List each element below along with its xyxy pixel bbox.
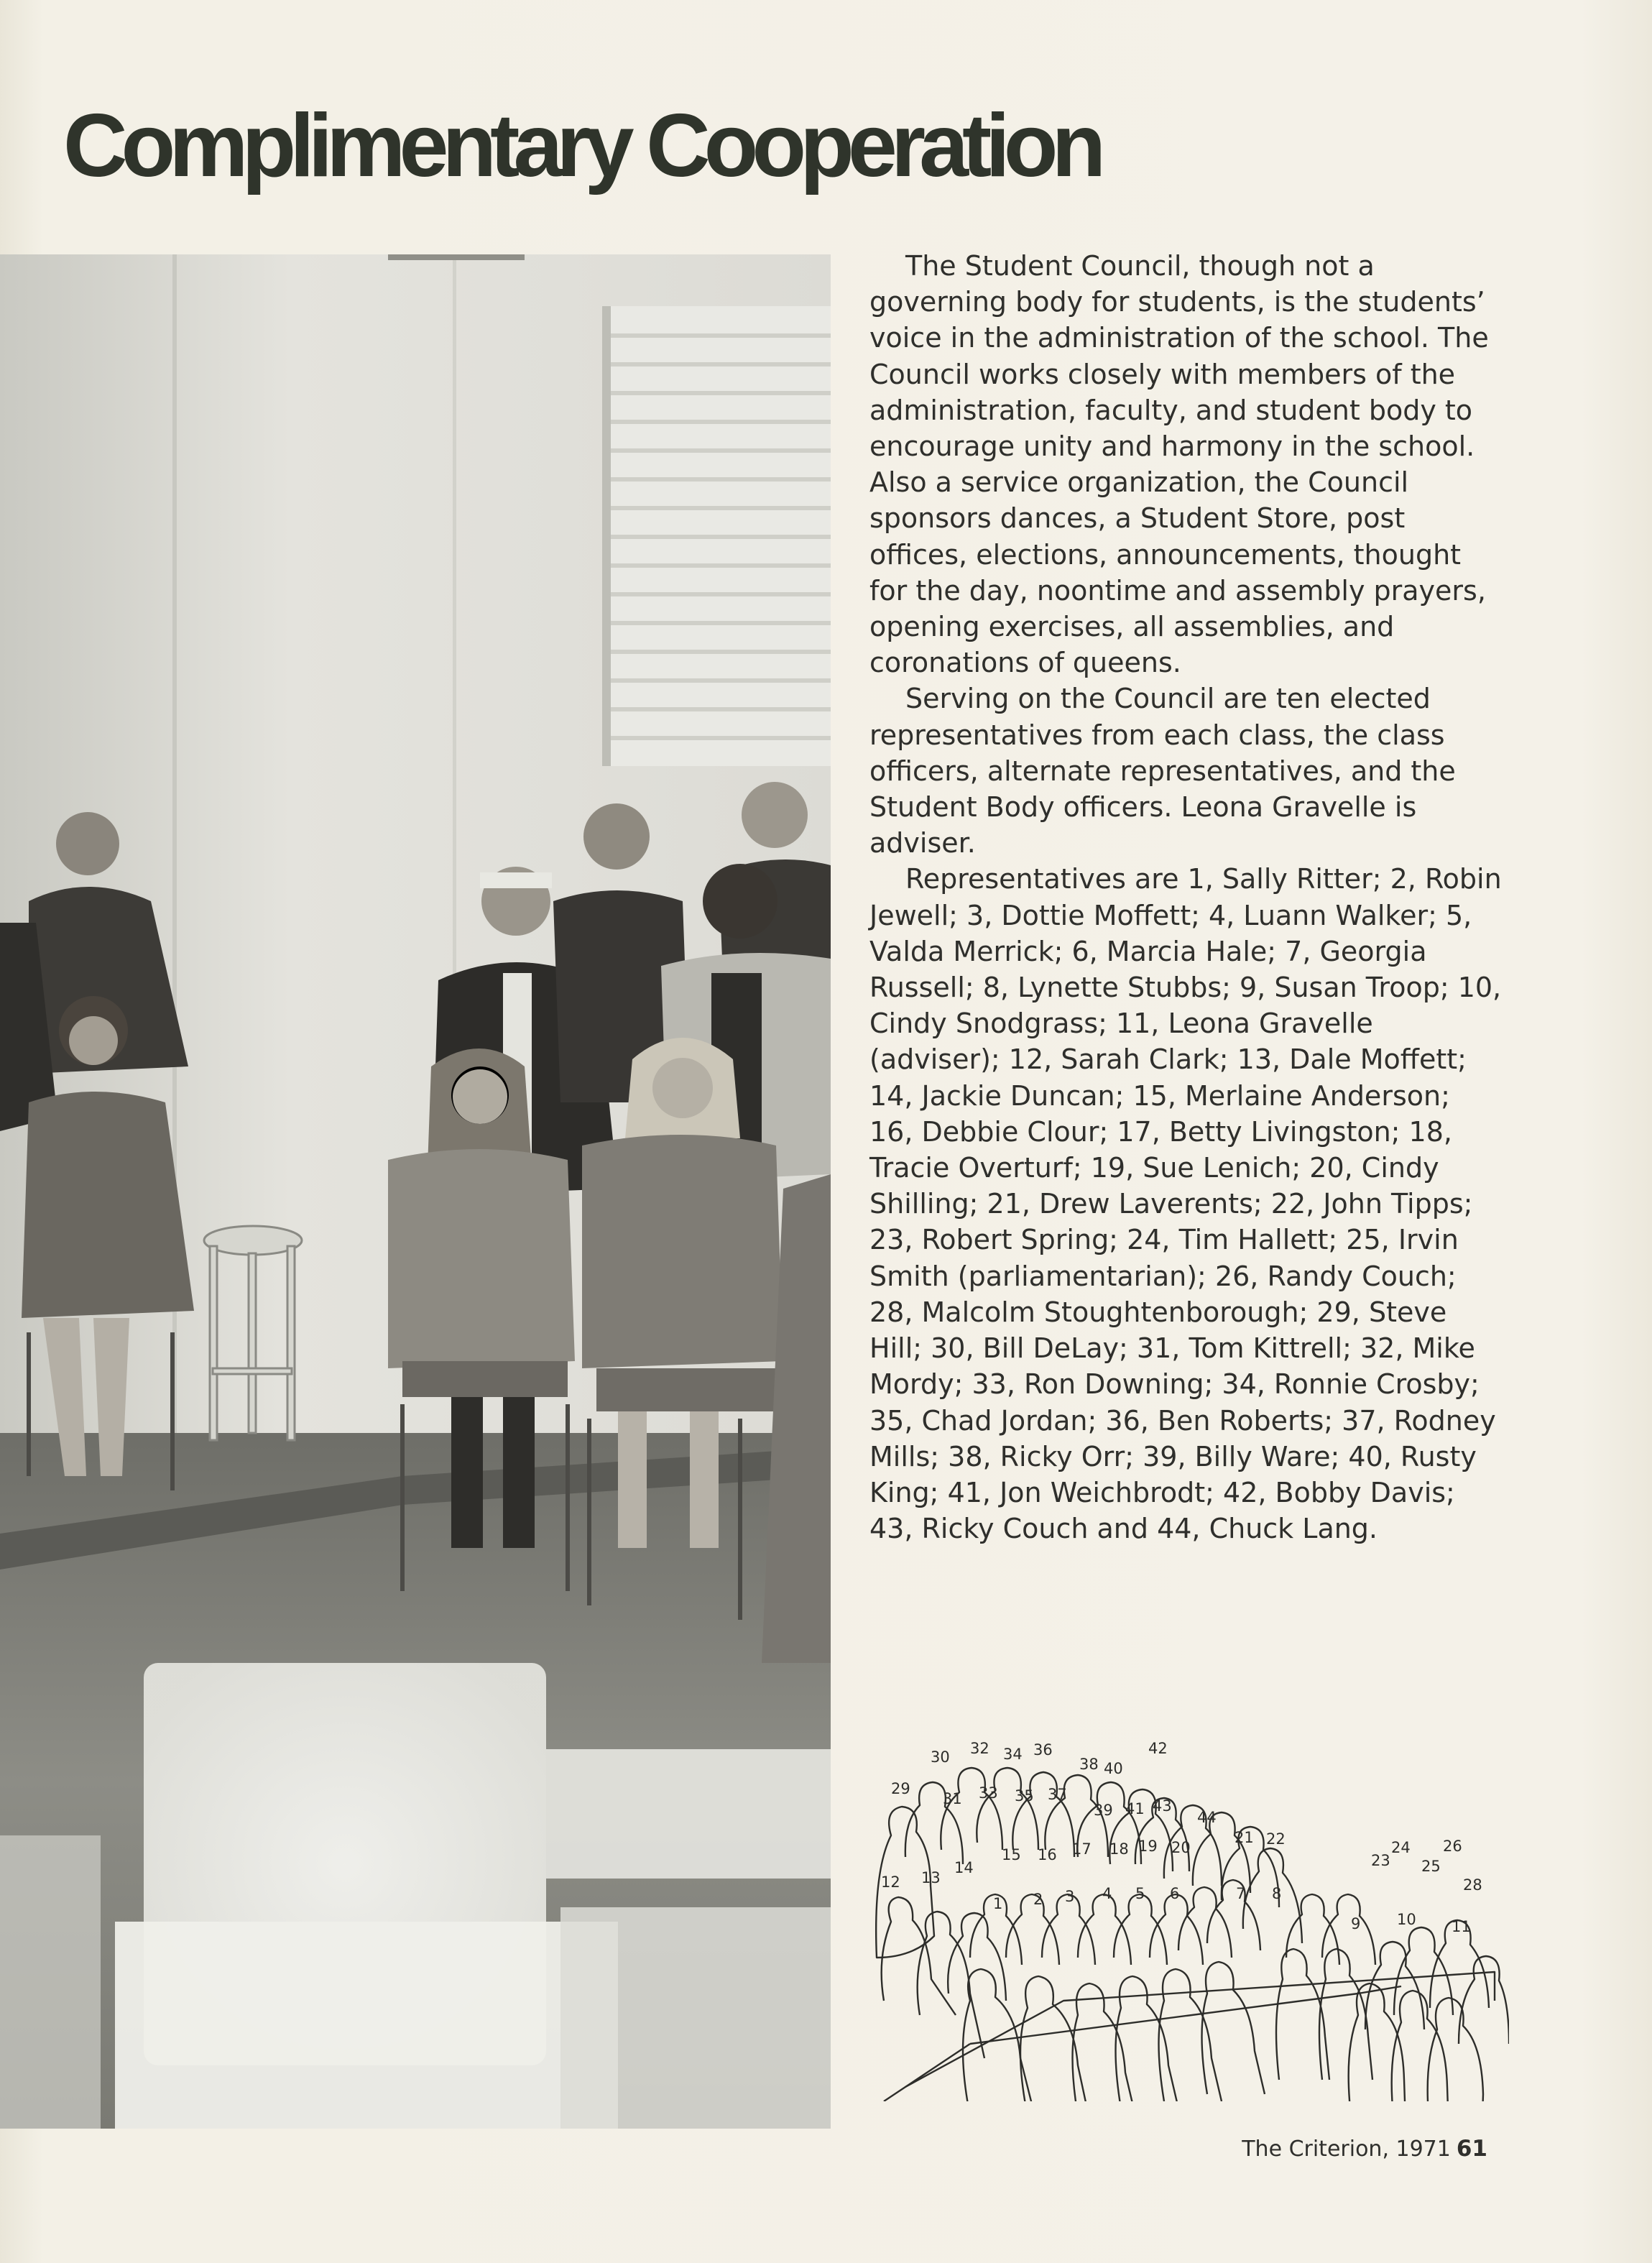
diagram-label: 16 [1038, 1846, 1057, 1863]
diagram-label: 4 [1102, 1885, 1112, 1902]
diagram-label: 9 [1351, 1915, 1361, 1932]
article-body [869, 248, 1502, 1547]
diagram-label: 30 [931, 1748, 950, 1766]
diagram-label: 24 [1391, 1839, 1411, 1856]
diagram-label: 11 [1452, 1918, 1471, 1935]
diagram-label: 18 [1109, 1840, 1129, 1858]
diagram-label: 6 [1170, 1885, 1180, 1902]
diagram-label: 33 [979, 1784, 998, 1802]
diagram-label: 8 [1272, 1885, 1282, 1902]
diagram-label: 38 [1079, 1756, 1099, 1773]
intro-paragraph: The Student Council, though not a governing body for students, is the students’ voice in the administration of the school. The Council works closely with members of the administration, faculty, and student body to encourage unity and harmony in the school. Also a service organization, the Council sponsors dances, a Student Store, post offices, elections, announcements, thought for the day, noontime and assembly prayers, opening exercises, all assemblies, and coronations of queens. [869, 250, 1489, 679]
diagram-label: 13 [921, 1869, 941, 1886]
diagram-label: 2 [1033, 1891, 1043, 1908]
diagram-label: 36 [1033, 1742, 1053, 1759]
diagram-label: 42 [1148, 1742, 1168, 1757]
diagram-label: 1 [993, 1895, 1003, 1912]
diagram-label: 32 [970, 1742, 989, 1757]
page-footer [1193, 2136, 1487, 2162]
representatives-paragraph: Representatives are 1, Sally Ritter; 2, Robin Jewell; 3, Dottie Moffett; 4, Luann Walker; 5, Valda Merrick; 6, Marcia Hale; 7, Georgia Russell; 8, Lynette Stubbs; 9, Susan Troop; 10, Cindy Snodgrass; 11, Leona Gravelle (adviser); 12, Sarah Clark; 13, Dale Moffett; 14, Jackie Duncan; 15, Merlaine Anderson; 16, Debbie Clour; 17, Betty Livingston; 18, Tracie Overturf; 19, Sue Lenich; 20, Cindy Shilling; 21, Drew Laverents; 22, John Tipps; 23, Robert Spring; 24, Tim Hallett; 25, Irvin Smith (parliamentarian); 26, Randy Couch; 28, Malcolm Stoughtenborough; 29, Steve Hill; 30, Bill DeLay; 31, Tom Kittrell; 32, Mike Mordy; 33, Ron Downing; 34, Ronnie Crosby; 35, Chad Jordan; 36, Ben Roberts; 37, Rodney Mills; 38, Ricky Orr; 39, Billy Ware; 40, Rusty King; 41, Jon Weichbrodt; 42, Bobby Davis; 43, Ricky Couch and 44, Chuck Lang. [869, 863, 1502, 1545]
diagram-label: 20 [1171, 1839, 1191, 1856]
diagram-label: 31 [943, 1790, 962, 1807]
membership-paragraph: Serving on the Council are ten elected representatives from each class, the class officers, alternate representatives, and the Student Body officers. Leona Gravelle is adviser. [869, 683, 1456, 859]
diagram-label: 15 [1002, 1846, 1021, 1863]
diagram-label: 40 [1104, 1760, 1123, 1777]
page-number: 61 [1456, 2136, 1487, 2162]
diagram-label: 28 [1463, 1876, 1482, 1894]
diagram-label: 22 [1266, 1830, 1286, 1848]
diagram-label: 23 [1371, 1852, 1390, 1869]
diagram-label: 14 [954, 1859, 974, 1876]
diagram-label: 35 [1015, 1787, 1034, 1805]
diagram-label: 12 [881, 1873, 900, 1891]
diagram-label: 41 [1125, 1800, 1145, 1817]
diagram-label: 44 [1197, 1809, 1217, 1826]
diagram-label: 43 [1153, 1797, 1172, 1815]
group-photo [0, 254, 831, 2129]
page-title: Complimentary Cooperation [63, 96, 1100, 195]
diagram-label: 25 [1421, 1858, 1441, 1875]
diagram-label: 29 [891, 1780, 910, 1797]
identification-diagram [862, 1742, 1509, 2101]
diagram-label: 10 [1397, 1911, 1416, 1928]
diagram-label: 26 [1443, 1838, 1462, 1855]
publication-name: The Criterion, 1971 [1242, 2137, 1451, 2162]
diagram-label: 3 [1065, 1888, 1075, 1905]
diagram-label: 19 [1138, 1838, 1158, 1855]
diagram-label: 5 [1135, 1885, 1145, 1902]
diagram-label: 39 [1094, 1802, 1113, 1819]
diagram-label: 37 [1048, 1786, 1067, 1803]
diagram-label: 34 [1003, 1746, 1023, 1763]
diagram-label: 17 [1072, 1840, 1092, 1858]
diagram-label: 21 [1235, 1829, 1254, 1846]
diagram-label: 7 [1236, 1885, 1246, 1902]
